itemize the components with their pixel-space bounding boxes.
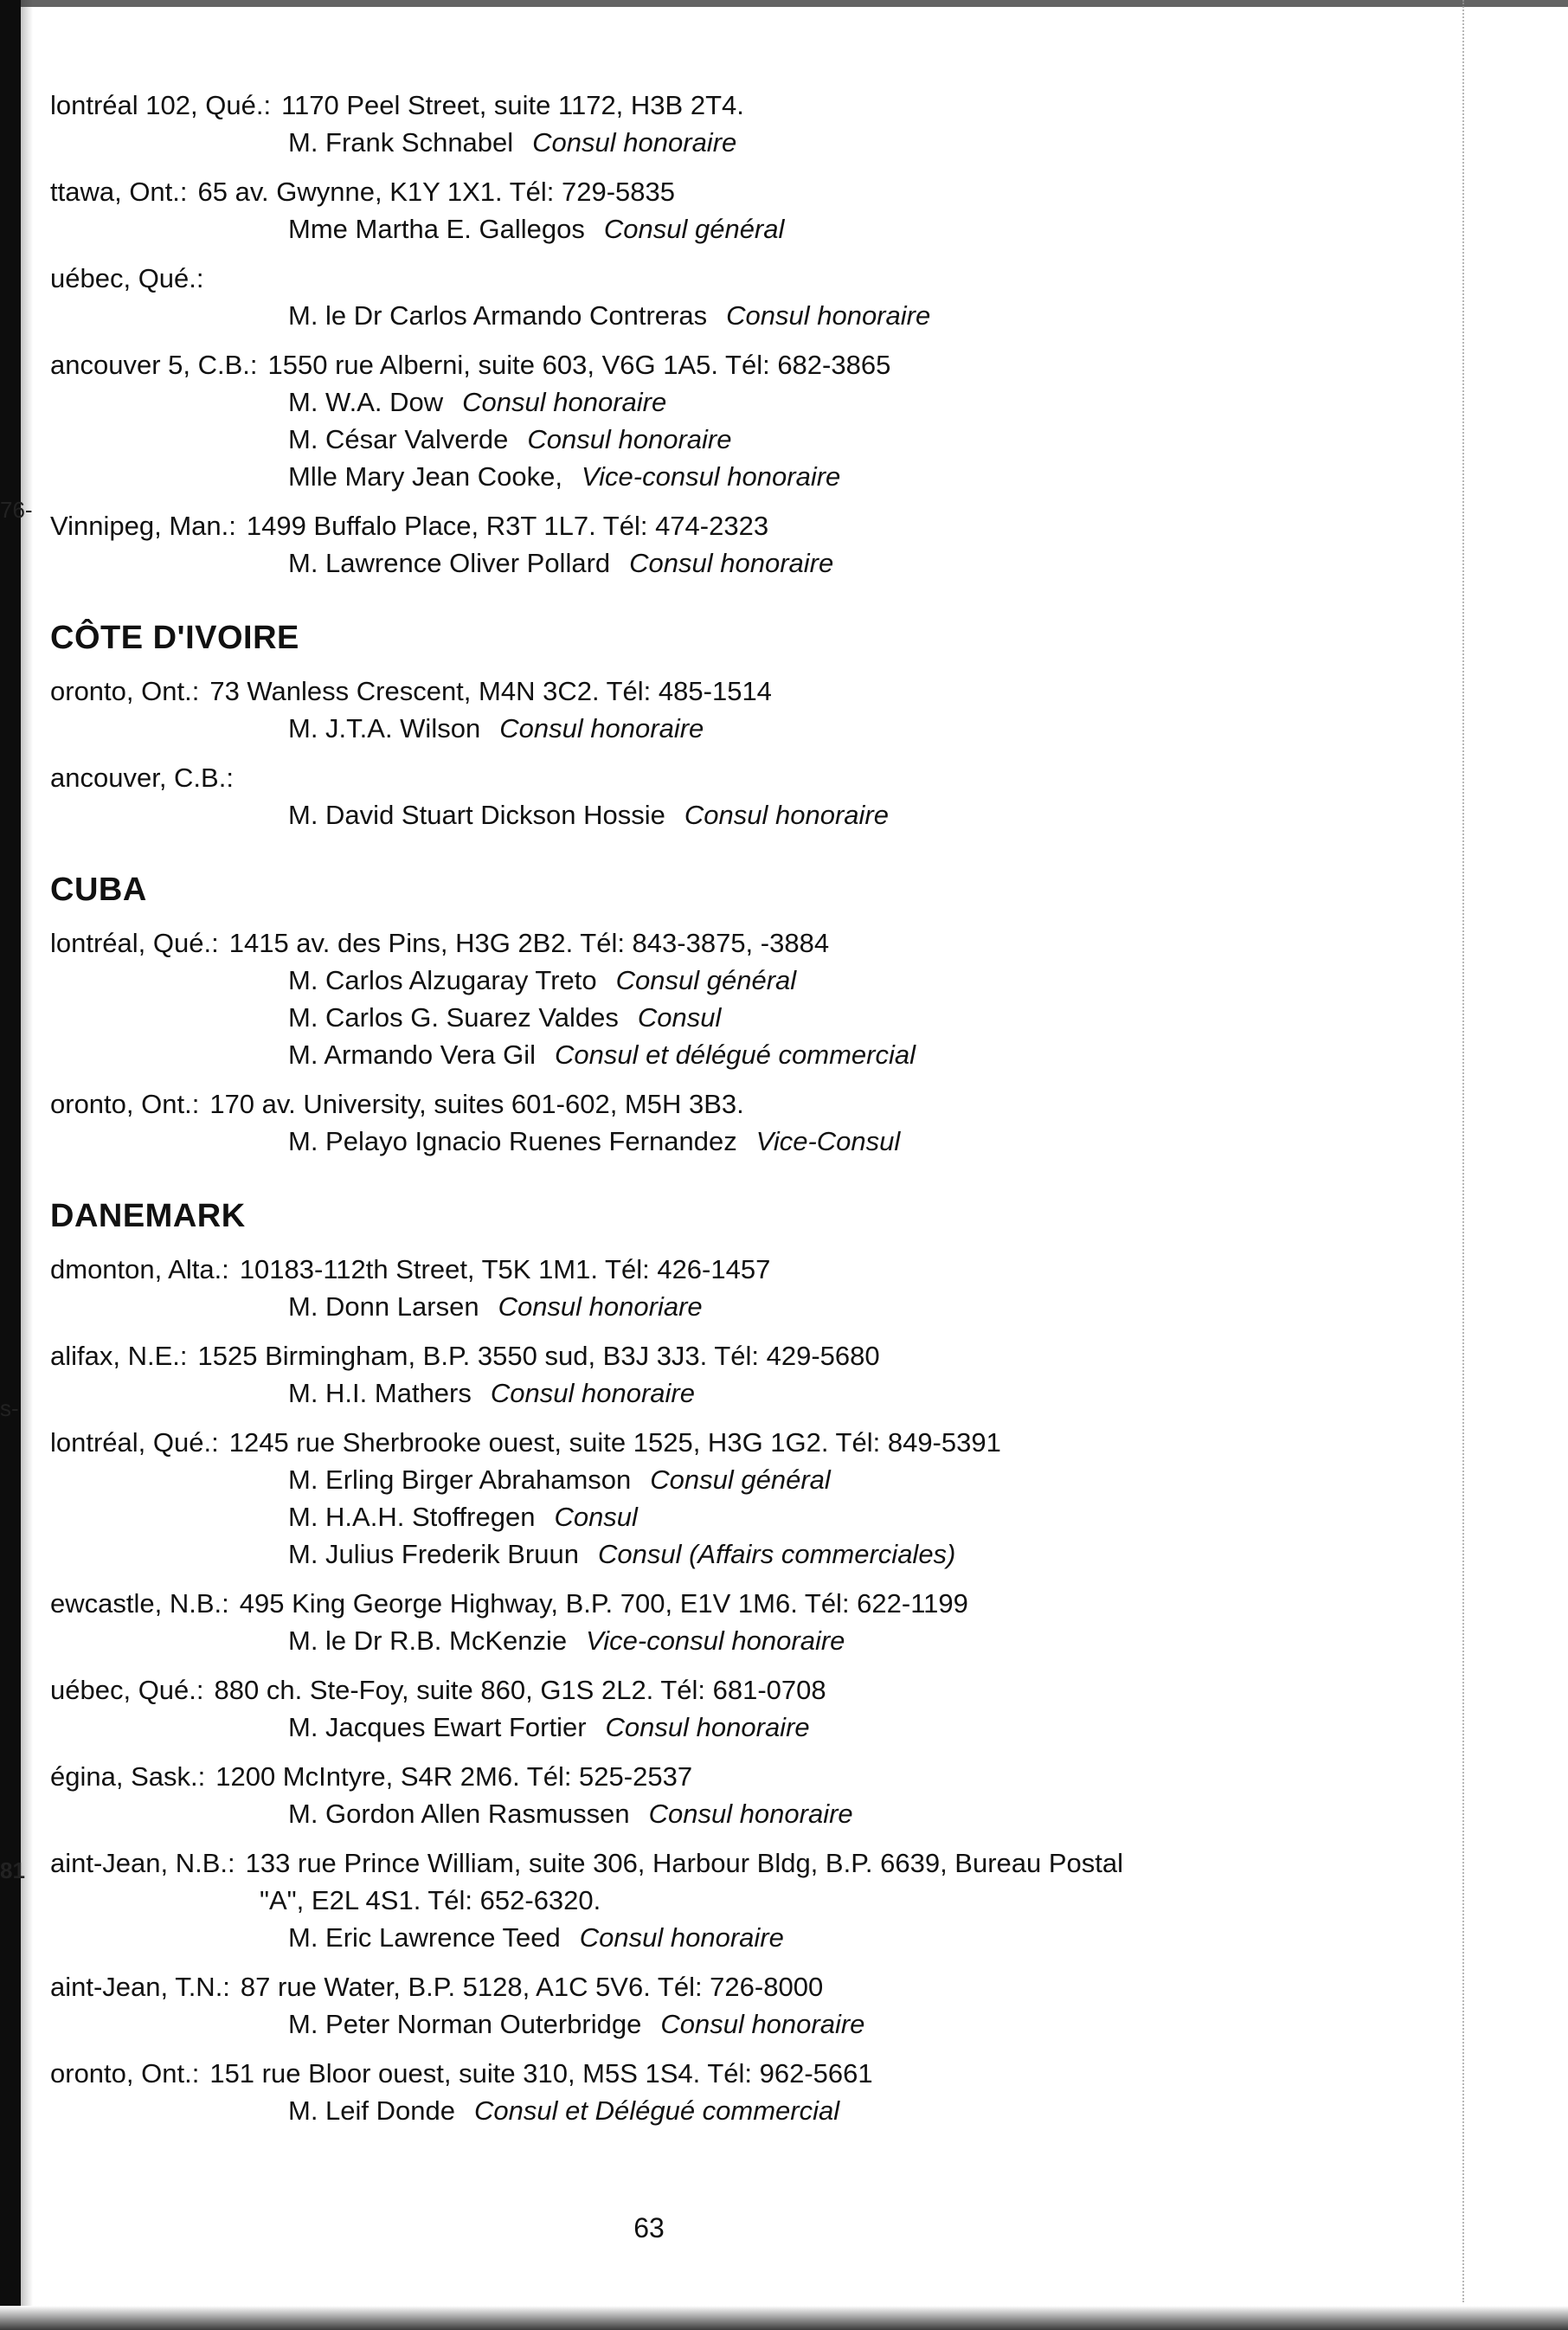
- official-title: Consul honoraire: [499, 713, 704, 743]
- address-text: 1499 Buffalo Place, R3T 1L7. Tél: 474-2323: [246, 511, 769, 541]
- location-line: [50, 1085, 1435, 1123]
- city-label: uébec, Qué.:: [50, 263, 204, 293]
- consulate-entry: [50, 2055, 1435, 2129]
- country-heading: CÔTE D'IVOIRE: [50, 620, 299, 656]
- address-text: 10183-112th Street, T5K 1M1. Tél: 426-1457: [239, 1254, 771, 1284]
- address-text: 880 ch. Ste-Foy, suite 860, G1S 2L2. Tél: 681-0708: [214, 1675, 826, 1705]
- official-name: M. H.I. Mathers: [288, 1378, 472, 1408]
- official-row: [288, 458, 1435, 495]
- official-name: M. David Stuart Dickson Hossie: [288, 800, 665, 830]
- city-label: lontréal, Qué.:: [50, 1427, 219, 1458]
- binding-spine: [0, 0, 21, 2330]
- official-title: Consul honoraire: [490, 1378, 695, 1408]
- consulate-entry: [50, 1251, 1435, 1325]
- official-row: [288, 1709, 1435, 1746]
- consulate-entry: [50, 759, 1435, 834]
- official-name: M. Erling Birger Abrahamson: [288, 1464, 632, 1495]
- official-title: Vice-consul honoraire: [582, 461, 841, 492]
- location-line: [50, 346, 1435, 383]
- location-line: [50, 1424, 1435, 1461]
- city-label: égina, Sask.:: [50, 1761, 206, 1792]
- country-heading: DANEMARK: [50, 1198, 246, 1234]
- official-title: Consul honoraire: [605, 1712, 810, 1742]
- official-title: Vice-consul honoraire: [586, 1625, 845, 1656]
- location-line: [50, 87, 1435, 124]
- official-row: [288, 1535, 1435, 1573]
- official-row: [288, 1498, 1435, 1535]
- official-name: M. Gordon Allen Rasmussen: [288, 1799, 630, 1829]
- official-title: Vice-Consul: [755, 1126, 901, 1156]
- official-name: M. César Valverde: [288, 424, 509, 454]
- official-name: Mme Martha E. Gallegos: [288, 214, 585, 244]
- consulate-entry: [50, 1968, 1435, 2043]
- city-label: aint-Jean, T.N.:: [50, 1972, 230, 2002]
- address-text: 87 rue Water, B.P. 5128, A1C 5V6. Tél: 726-8000: [240, 1972, 824, 2002]
- official-title: Consul honoriare: [498, 1291, 703, 1322]
- consulate-entry: [50, 346, 1435, 495]
- consulate-entry: [50, 87, 1435, 161]
- country-section: [50, 87, 1435, 582]
- margin-note: 81: [0, 1857, 25, 1883]
- official-name: M. W.A. Dow: [288, 387, 444, 417]
- official-title: Consul honoraire: [532, 127, 737, 158]
- official-row: [288, 999, 1435, 1036]
- official-title: Consul honoraire: [579, 1922, 784, 1953]
- address-text: 151 rue Bloor ouest, suite 310, M5S 1S4. Tél: 962-5661: [209, 2058, 873, 2089]
- official-name: M. Peter Norman Outerbridge: [288, 2009, 642, 2039]
- address-continuation: "A", E2L 4S1. Tél: 652-6320.: [260, 1885, 601, 1915]
- official-name: M. Lawrence Oliver Pollard: [288, 548, 611, 578]
- address-text: 1170 Peel Street, suite 1172, H3B 2T4.: [281, 90, 744, 120]
- address-text: 1525 Birmingham, B.P. 3550 sud, B3J 3J3. Tél: 429-5680: [197, 1341, 880, 1371]
- official-row: [288, 2005, 1435, 2043]
- consulate-entry: [50, 1844, 1435, 1956]
- official-row: [288, 1123, 1435, 1160]
- city-label: lontréal 102, Qué.:: [50, 90, 272, 120]
- location-line: [50, 507, 1435, 544]
- location-line: [50, 1758, 1435, 1795]
- official-title: Consul et délégué commercial: [555, 1039, 916, 1070]
- location-line: [50, 1337, 1435, 1374]
- consulate-entry: [50, 1671, 1435, 1746]
- consulate-entry: [50, 507, 1435, 582]
- official-row: [288, 1919, 1435, 1956]
- official-title: Consul (Affairs commerciales): [597, 1539, 956, 1569]
- official-name: M. H.A.H. Stoffregen: [288, 1502, 536, 1532]
- official-row: [288, 2092, 1435, 2129]
- official-row: [288, 1622, 1435, 1659]
- country-heading: CUBA: [50, 872, 147, 908]
- city-label: ancouver, C.B.:: [50, 763, 234, 793]
- country-section: [50, 872, 1435, 1160]
- official-name: M. Pelayo Ignacio Ruenes Fernandez: [288, 1126, 737, 1156]
- official-row: [288, 796, 1435, 834]
- official-row: [288, 1461, 1435, 1498]
- right-page-edge: [1462, 0, 1466, 2302]
- address-text: 495 King George Highway, B.P. 700, E1V 1M6. Tél: 622-1199: [239, 1588, 968, 1619]
- official-title: Consul et Délégué commercial: [474, 2095, 840, 2126]
- margin-note: 76-: [0, 497, 33, 523]
- address-text: 1550 rue Alberni, suite 603, V6G 1A5. Tél: 682-3865: [267, 350, 891, 380]
- official-title: Consul: [554, 1502, 638, 1532]
- consulate-entry: [50, 1085, 1435, 1160]
- consulate-entry: [50, 1424, 1435, 1573]
- city-label: ewcastle, N.B.:: [50, 1588, 229, 1619]
- official-title: Consul honoraire: [684, 800, 889, 830]
- official-title: Consul général: [603, 214, 785, 244]
- address-text: 1415 av. des Pins, H3G 2B2. Tél: 843-3875, -3884: [228, 928, 830, 958]
- official-name: M. Jacques Ewart Fortier: [288, 1712, 587, 1742]
- city-label: dmonton, Alta.:: [50, 1254, 229, 1284]
- location-line: [50, 1968, 1435, 2005]
- official-name: M. le Dr Carlos Armando Contreras: [288, 300, 708, 331]
- address-text: 65 av. Gwynne, K1Y 1X1. Tél: 729-5835: [197, 177, 675, 207]
- city-label: Vinnipeg, Man.:: [50, 511, 236, 541]
- location-line: [50, 173, 1435, 210]
- consulate-entry: [50, 260, 1435, 334]
- official-row: [288, 297, 1435, 334]
- location-line: [50, 2055, 1435, 2092]
- official-title: Consul honoraire: [462, 387, 667, 417]
- official-name: Mlle Mary Jean Cooke,: [288, 461, 563, 492]
- official-name: M. Julius Frederik Bruun: [288, 1539, 579, 1569]
- official-name: M. J.T.A. Wilson: [288, 713, 481, 743]
- official-row: [288, 962, 1435, 999]
- location-line: [50, 673, 1435, 710]
- top-edge: [21, 0, 1568, 7]
- location-line: [50, 759, 1435, 796]
- official-row: [288, 124, 1435, 161]
- official-row: [288, 1036, 1435, 1073]
- city-label: lontréal, Qué.:: [50, 928, 219, 958]
- address-text: 1200 McIntyre, S4R 2M6. Tél: 525-2537: [215, 1761, 693, 1792]
- city-label: aint-Jean, N.B.:: [50, 1848, 235, 1878]
- location-line: [50, 1251, 1435, 1288]
- consulate-entry: [50, 924, 1435, 1073]
- official-title: Consul honoraire: [726, 300, 931, 331]
- city-label: alifax, N.E.:: [50, 1341, 188, 1371]
- official-name: M. Frank Schnabel: [288, 127, 514, 158]
- official-title: Consul général: [650, 1464, 831, 1495]
- official-row: [288, 1288, 1435, 1325]
- location-line: [50, 1671, 1435, 1709]
- official-name: M. Eric Lawrence Teed: [288, 1922, 561, 1953]
- consulate-entry: [50, 173, 1435, 248]
- consulate-entry: [50, 1758, 1435, 1832]
- location-line: [50, 1844, 1435, 1882]
- page-number: 63: [633, 2212, 665, 2243]
- official-row: [288, 421, 1435, 458]
- address-text: 1245 rue Sherbrooke ouest, suite 1525, H3G 1G2. Tél: 849-5391: [228, 1427, 1001, 1458]
- official-name: M. Donn Larsen: [288, 1291, 479, 1322]
- address-text: 133 rue Prince William, suite 306, Harbour Bldg, B.P. 6639, Bureau Postal: [245, 1848, 1124, 1878]
- official-row: [288, 544, 1435, 582]
- consulate-entry: [50, 1337, 1435, 1412]
- consulate-entry: [50, 673, 1435, 747]
- official-title: Consul: [637, 1002, 722, 1033]
- city-label: oronto, Ont.:: [50, 2058, 200, 2089]
- bottom-edge: [0, 2306, 1568, 2330]
- official-row: [288, 1374, 1435, 1412]
- directory-content: [50, 87, 1435, 2148]
- official-title: Consul honoraire: [629, 548, 834, 578]
- official-row: [288, 710, 1435, 747]
- location-line: [50, 1585, 1435, 1622]
- city-label: uébec, Qué.:: [50, 1675, 204, 1705]
- official-row: [288, 1795, 1435, 1832]
- city-label: oronto, Ont.:: [50, 1089, 200, 1119]
- binding-shadow: [21, 0, 33, 2330]
- official-name: M. Armando Vera Gil: [288, 1039, 537, 1070]
- official-title: Consul honoraire: [648, 1799, 853, 1829]
- city-label: ttawa, Ont.:: [50, 177, 188, 207]
- city-label: oronto, Ont.:: [50, 676, 200, 706]
- official-title: Consul général: [615, 965, 797, 995]
- margin-note: s-: [0, 1395, 19, 1421]
- location-line: [50, 260, 1435, 297]
- address-text: 170 av. University, suites 601-602, M5H 3B3.: [209, 1089, 744, 1119]
- consulate-entry: [50, 1585, 1435, 1659]
- country-section: [50, 1198, 1435, 2129]
- official-name: M. Carlos G. Suarez Valdes: [288, 1002, 619, 1033]
- location-line: [50, 924, 1435, 962]
- official-row: [288, 210, 1435, 248]
- official-title: Consul honoraire: [527, 424, 732, 454]
- official-title: Consul honoraire: [660, 2009, 865, 2039]
- official-name: M. Leif Donde: [288, 2095, 455, 2126]
- official-row: [288, 383, 1435, 421]
- address-text: 73 Wanless Crescent, M4N 3C2. Tél: 485-1514: [209, 676, 772, 706]
- country-section: [50, 620, 1435, 834]
- official-name: M. Carlos Alzugaray Treto: [288, 965, 597, 995]
- city-label: ancouver 5, C.B.:: [50, 350, 258, 380]
- official-name: M. le Dr R.B. McKenzie: [288, 1625, 568, 1656]
